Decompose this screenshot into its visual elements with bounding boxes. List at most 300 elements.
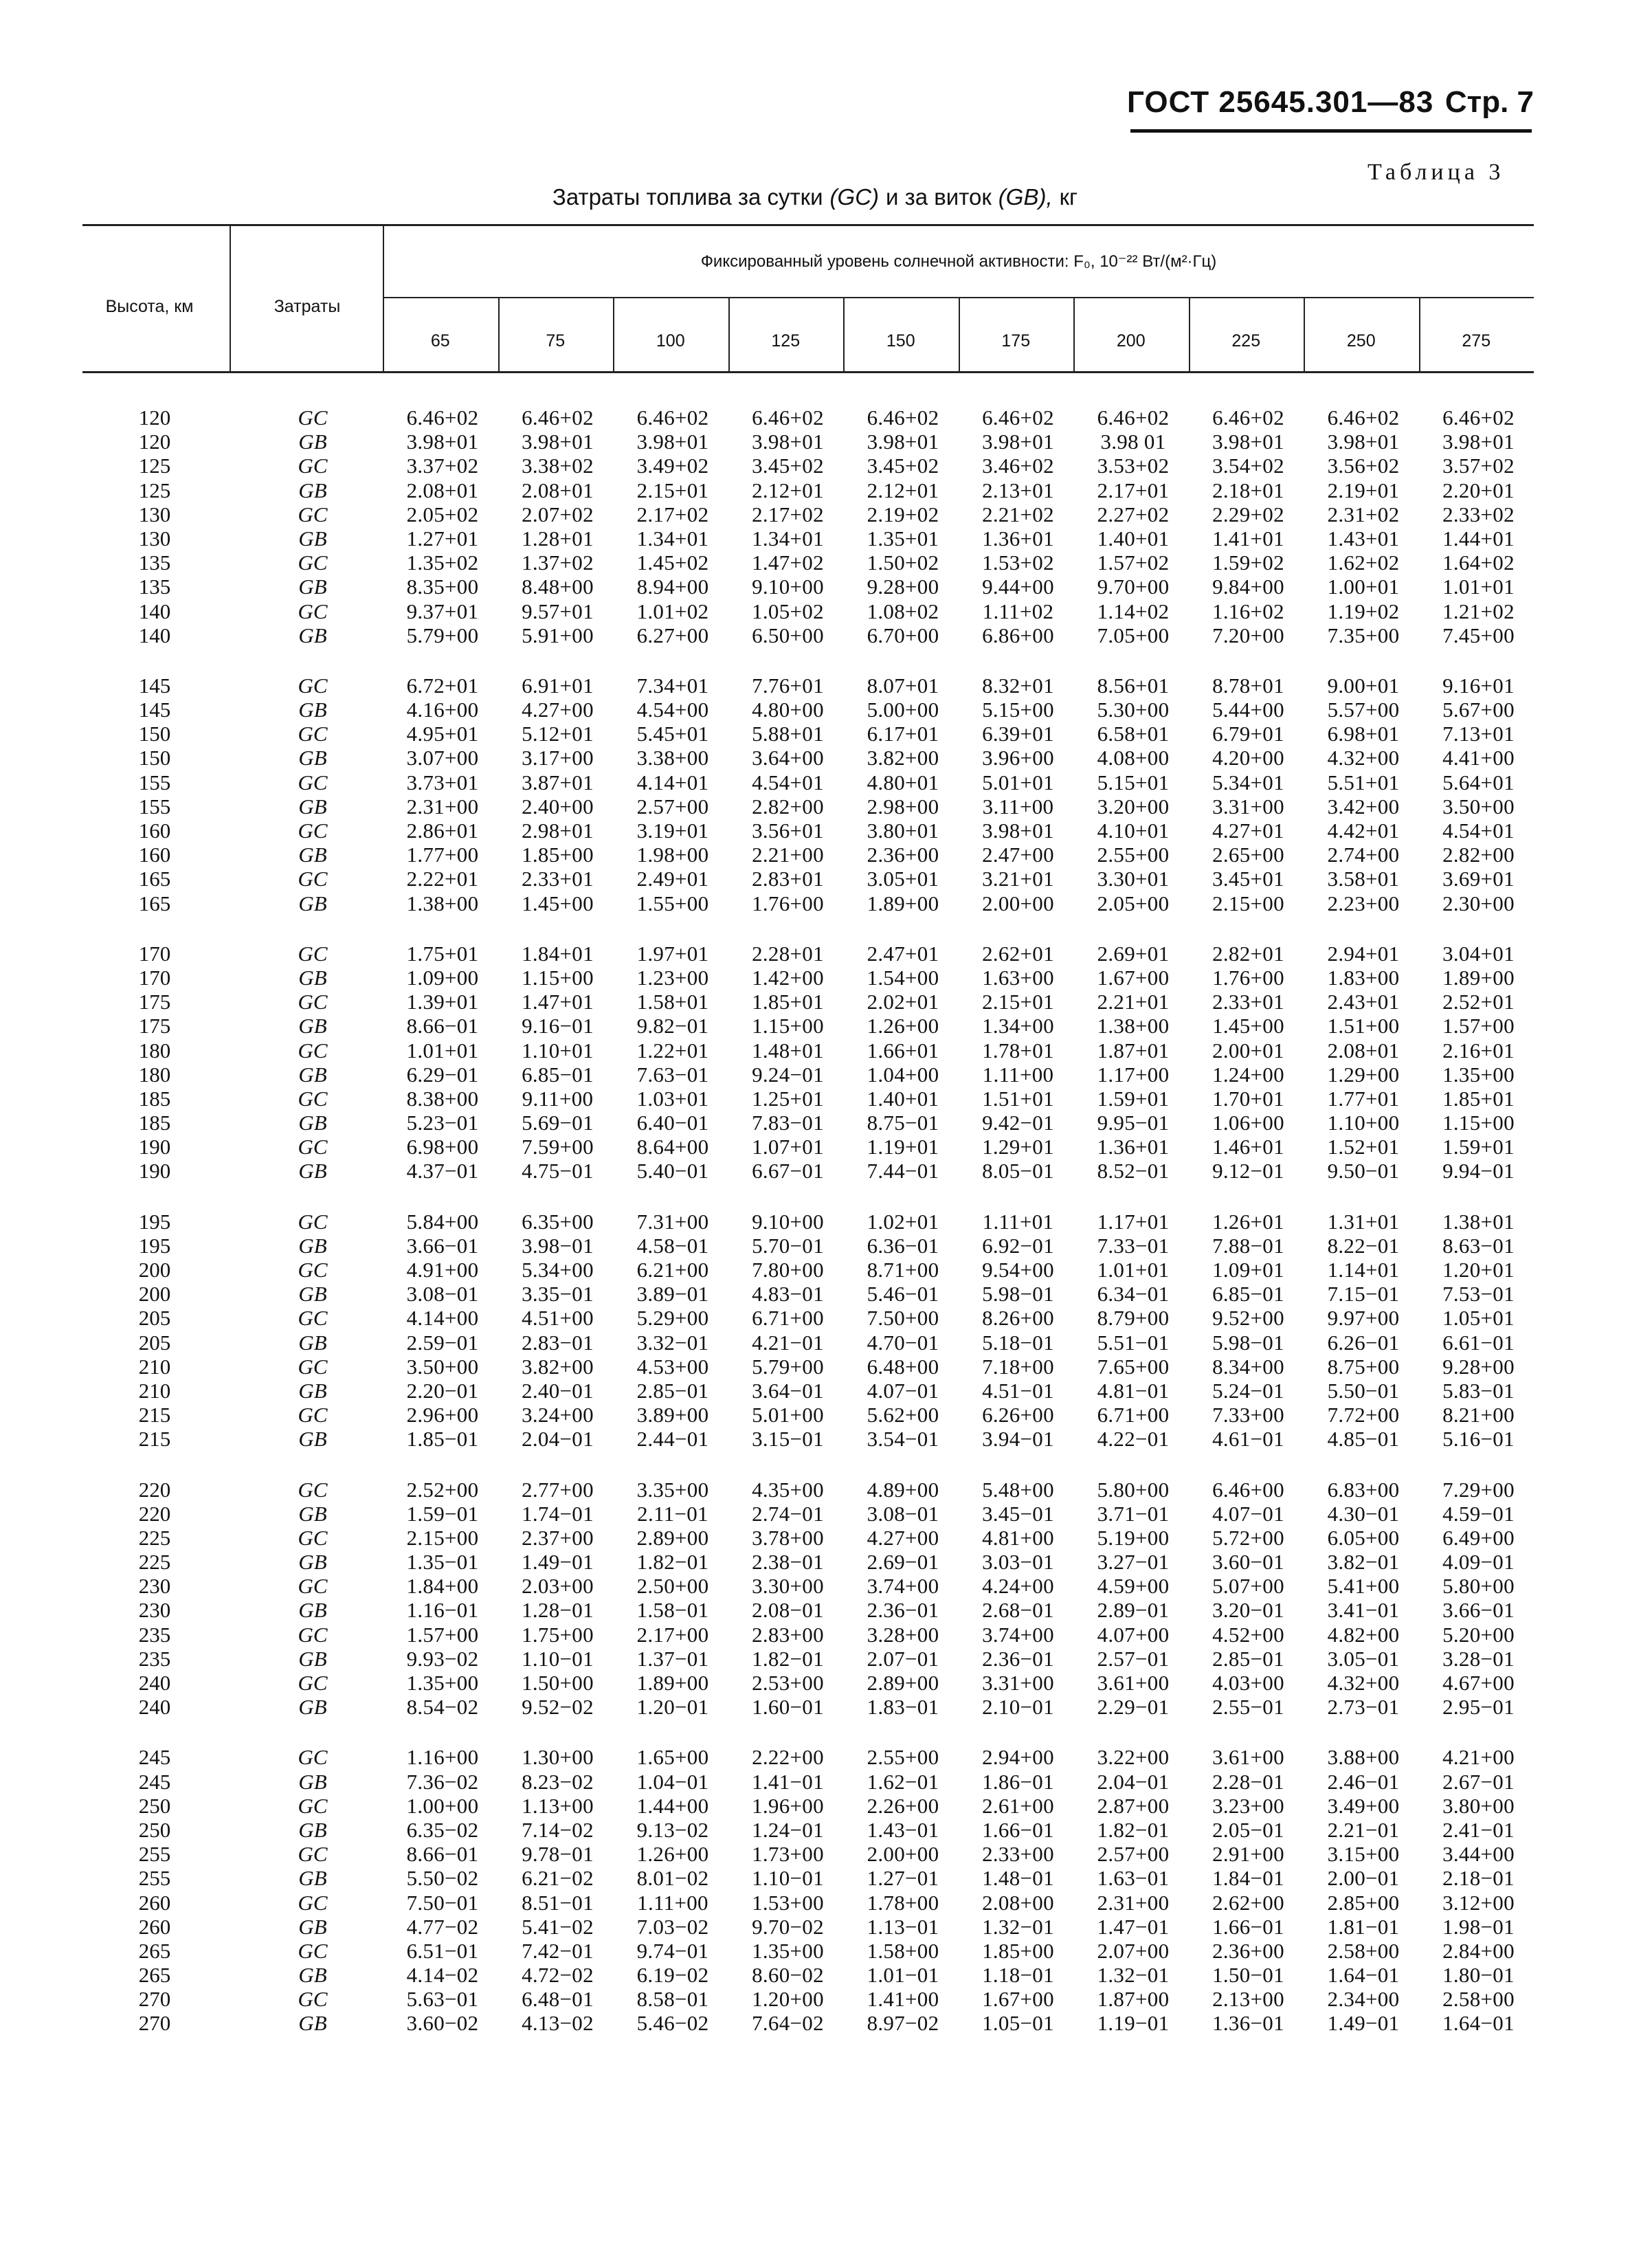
value-cell: 4.07−01 — [867, 1378, 939, 1403]
value-cell: 2.96+00 — [406, 1403, 479, 1427]
value-cell: 5.45+01 — [636, 722, 709, 746]
value-cell: 9.37+01 — [406, 599, 479, 623]
table-row — [0, 1403, 1630, 1427]
value-cell: 7.35+00 — [1327, 623, 1400, 647]
value-cell: 4.07+00 — [1097, 1622, 1170, 1647]
value-cell: 2.58+00 — [1327, 1938, 1400, 1963]
value-cell: 2.15+01 — [982, 990, 1054, 1014]
value-cell: 2.74−01 — [752, 1501, 824, 1526]
value-cell: 3.80+00 — [1442, 1793, 1515, 1818]
value-cell: 6.35−02 — [406, 1817, 479, 1842]
value-cell: 5.07+00 — [1212, 1574, 1284, 1599]
value-cell: 1.57+02 — [1097, 551, 1170, 575]
value-cell: 2.22+01 — [406, 867, 479, 891]
value-cell: 1.58+01 — [636, 990, 709, 1014]
value-cell: 1.87+01 — [1097, 1038, 1170, 1063]
value-cell: 1.01+01 — [1097, 1258, 1170, 1282]
value-cell: 3.31+00 — [982, 1671, 1054, 1695]
value-cell: 2.57+00 — [636, 794, 709, 819]
title-unit: кг — [1059, 184, 1078, 210]
cost-type-cell: GC — [298, 1793, 328, 1818]
value-cell: 1.15+00 — [1442, 1111, 1515, 1135]
cost-type-cell: GB — [298, 891, 327, 915]
value-cell: 2.07−01 — [867, 1646, 939, 1671]
value-cell: 2.27+02 — [1097, 502, 1170, 526]
value-cell: 2.85−01 — [1212, 1646, 1284, 1671]
value-cell: 6.91+01 — [522, 673, 594, 698]
cost-type-cell: GC — [298, 770, 328, 794]
value-cell: 3.53+02 — [1097, 454, 1170, 478]
value-cell: 6.71+00 — [1097, 1403, 1170, 1427]
value-cell: 9.52−02 — [522, 1695, 594, 1720]
value-cell: 1.45+02 — [636, 551, 709, 575]
value-cell: 1.32−01 — [982, 1914, 1054, 1939]
value-cell: 9.50−01 — [1327, 1159, 1400, 1183]
value-cell: 8.34+00 — [1212, 1354, 1284, 1379]
value-cell: 2.29+02 — [1212, 502, 1284, 526]
value-cell: 3.31+00 — [1212, 794, 1284, 819]
value-cell: 2.20+01 — [1442, 478, 1515, 502]
value-cell: 6.36−01 — [867, 1233, 939, 1258]
value-cell: 3.98+01 — [867, 430, 939, 454]
height-cell: 250 — [138, 1817, 171, 1842]
flux-column-divider — [1419, 298, 1420, 371]
value-cell: 3.98+01 — [752, 430, 824, 454]
table-row — [0, 990, 1630, 1014]
value-cell: 1.66−01 — [1212, 1914, 1284, 1939]
value-cell: 1.44+01 — [1442, 526, 1515, 551]
cost-type-cell: GC — [298, 1890, 328, 1915]
value-cell: 6.79+01 — [1212, 722, 1284, 746]
value-cell: 1.64−01 — [1327, 1963, 1400, 1988]
value-cell: 3.64−01 — [752, 1378, 824, 1403]
table-row — [0, 2011, 1630, 2035]
table-row — [0, 1063, 1630, 1087]
height-cell: 185 — [138, 1111, 171, 1135]
value-cell: 3.45+02 — [867, 454, 939, 478]
value-cell: 8.75−01 — [867, 1111, 939, 1135]
value-cell: 2.84+00 — [1442, 1938, 1515, 1963]
height-cell: 210 — [138, 1378, 171, 1403]
flux-column-divider — [1073, 298, 1075, 371]
value-cell: 2.13+00 — [1212, 1987, 1284, 2012]
value-cell: 1.85+01 — [752, 990, 824, 1014]
value-cell: 9.13−02 — [636, 1817, 709, 1842]
cost-type-cell: GC — [298, 1574, 328, 1599]
value-cell: 2.61+00 — [982, 1793, 1054, 1818]
value-cell: 1.85−01 — [406, 1427, 479, 1452]
value-cell: 4.54+01 — [752, 770, 824, 794]
cost-type-cell: GB — [298, 965, 327, 990]
value-cell: 4.30−01 — [1327, 1501, 1400, 1526]
value-cell: 1.19+02 — [1327, 599, 1400, 623]
height-cell: 165 — [138, 867, 171, 891]
height-cell: 140 — [138, 623, 171, 647]
table-row — [0, 478, 1630, 502]
cost-type-cell: GC — [298, 405, 328, 430]
value-cell: 2.53+00 — [752, 1671, 824, 1695]
value-cell: 4.03+00 — [1212, 1671, 1284, 1695]
value-cell: 5.50−01 — [1327, 1378, 1400, 1403]
value-cell: 3.15−01 — [752, 1427, 824, 1452]
value-cell: 4.75−01 — [522, 1159, 594, 1183]
height-cell: 255 — [138, 1842, 171, 1867]
value-cell: 7.59+00 — [522, 1135, 594, 1159]
height-cell: 265 — [138, 1963, 171, 1988]
table-row — [0, 1258, 1630, 1282]
value-cell: 3.61+00 — [1097, 1671, 1170, 1695]
cost-type-cell: GC — [298, 1525, 328, 1550]
table-row — [0, 526, 1630, 551]
value-cell: 8.66−01 — [406, 1014, 479, 1038]
value-cell: 3.98+01 — [1212, 430, 1284, 454]
table-row — [0, 1087, 1630, 1111]
cost-type-cell: GB — [298, 1111, 327, 1135]
value-cell: 3.28−01 — [1442, 1646, 1515, 1671]
value-cell: 6.71+00 — [752, 1306, 824, 1331]
value-cell: 4.77−02 — [406, 1914, 479, 1939]
value-cell: 3.66−01 — [406, 1233, 479, 1258]
value-cell: 9.10+00 — [752, 1209, 824, 1234]
value-cell: 9.00+01 — [1327, 673, 1400, 698]
table-row — [0, 1866, 1630, 1890]
value-cell: 1.66+01 — [867, 1038, 939, 1063]
value-cell: 6.72+01 — [406, 673, 479, 698]
value-cell: 7.53−01 — [1442, 1282, 1515, 1307]
value-cell: 1.24−01 — [752, 1817, 824, 1842]
value-cell: 3.03−01 — [982, 1550, 1054, 1575]
value-cell: 7.65+00 — [1097, 1354, 1170, 1379]
table-title — [0, 184, 1630, 210]
cost-type-cell: GC — [298, 1306, 328, 1331]
value-cell: 3.60−02 — [406, 2011, 479, 2036]
value-cell: 9.44+00 — [982, 575, 1054, 599]
value-cell: 2.08+01 — [406, 478, 479, 502]
value-cell: 2.21+00 — [752, 843, 824, 867]
value-cell: 3.61+00 — [1212, 1745, 1284, 1770]
value-cell: 1.53+02 — [982, 551, 1054, 575]
value-cell: 1.59+01 — [1097, 1086, 1170, 1111]
cost-type-cell: GC — [298, 722, 328, 746]
value-cell: 2.69−01 — [867, 1550, 939, 1575]
value-cell: 5.70−01 — [752, 1233, 824, 1258]
value-cell: 1.01−01 — [867, 1963, 939, 1988]
cost-type-cell: GC — [298, 990, 328, 1014]
value-cell: 1.10+01 — [522, 1038, 594, 1063]
height-cell: 220 — [138, 1501, 171, 1526]
value-cell: 3.21+01 — [982, 867, 1054, 891]
value-cell: 2.65+00 — [1212, 843, 1284, 867]
height-cell: 270 — [138, 1987, 171, 2012]
value-cell: 1.19+01 — [867, 1135, 939, 1159]
value-cell: 6.46+02 — [867, 405, 939, 430]
value-cell: 4.70−01 — [867, 1330, 939, 1355]
value-cell: 1.28+01 — [522, 526, 594, 551]
value-cell: 1.11+00 — [982, 1062, 1054, 1087]
value-cell: 3.50+00 — [406, 1354, 479, 1379]
value-cell: 7.50−01 — [406, 1890, 479, 1915]
cost-type-cell: GB — [298, 1427, 327, 1452]
height-cell: 250 — [138, 1793, 171, 1818]
value-cell: 7.18+00 — [982, 1354, 1054, 1379]
value-cell: 2.87+00 — [1097, 1793, 1170, 1818]
value-cell: 1.31+01 — [1327, 1209, 1400, 1234]
value-cell: 1.16+02 — [1212, 599, 1284, 623]
value-cell: 1.84−01 — [1212, 1866, 1284, 1891]
value-cell: 6.49+00 — [1442, 1525, 1515, 1550]
value-cell: 9.52+00 — [1212, 1306, 1284, 1331]
value-cell: 5.83−01 — [1442, 1378, 1515, 1403]
value-cell: 1.22+01 — [636, 1038, 709, 1063]
height-cell: 170 — [138, 965, 171, 990]
value-cell: 3.98−01 — [522, 1233, 594, 1258]
value-cell: 1.89+00 — [867, 891, 939, 915]
table-row — [0, 1159, 1630, 1183]
flux-column-divider — [498, 298, 500, 371]
value-cell: 8.05−01 — [982, 1159, 1054, 1183]
value-cell: 6.98+00 — [406, 1135, 479, 1159]
value-cell: 1.16+00 — [406, 1745, 479, 1770]
height-cell: 185 — [138, 1086, 171, 1111]
value-cell: 9.54+00 — [982, 1258, 1054, 1282]
value-cell: 4.42+01 — [1327, 819, 1400, 843]
value-cell: 2.21+02 — [982, 502, 1054, 526]
value-cell: 8.38+00 — [406, 1086, 479, 1111]
cost-type-cell: GC — [298, 1086, 328, 1111]
value-cell: 1.10−01 — [752, 1866, 824, 1891]
value-cell: 5.44+00 — [1212, 698, 1284, 722]
value-cell: 1.63+00 — [982, 965, 1054, 990]
value-cell: 1.67+00 — [982, 1987, 1054, 2012]
cost-type-cell: GC — [298, 1745, 328, 1770]
value-cell: 6.46+02 — [752, 405, 824, 430]
value-cell: 2.21+01 — [1097, 990, 1170, 1014]
value-cell: 1.84+00 — [406, 1574, 479, 1599]
value-cell: 2.40+00 — [522, 794, 594, 819]
value-cell: 3.17+00 — [522, 746, 594, 770]
value-cell: 5.29+00 — [636, 1306, 709, 1331]
value-cell: 9.16+01 — [1442, 673, 1515, 698]
value-cell: 5.91+00 — [522, 623, 594, 647]
value-cell: 6.46+02 — [1097, 405, 1170, 430]
value-cell: 2.29−01 — [1097, 1695, 1170, 1720]
value-cell: 4.32+00 — [1327, 1671, 1400, 1695]
value-cell: 6.61−01 — [1442, 1330, 1515, 1355]
value-cell: 3.54+02 — [1212, 454, 1284, 478]
value-cell: 4.21−01 — [752, 1330, 824, 1355]
value-cell: 5.98−01 — [982, 1282, 1054, 1307]
value-cell: 1.42+00 — [752, 965, 824, 990]
table-row — [0, 1502, 1630, 1526]
value-cell: 1.15+00 — [522, 965, 594, 990]
value-cell: 1.78+01 — [982, 1038, 1054, 1063]
value-cell: 3.89+00 — [636, 1403, 709, 1427]
table-row — [0, 1111, 1630, 1135]
value-cell: 1.35+00 — [406, 1671, 479, 1695]
value-cell: 2.83+01 — [752, 867, 824, 891]
value-cell: 2.67−01 — [1442, 1769, 1515, 1794]
value-cell: 1.05+01 — [1442, 1306, 1515, 1331]
value-cell: 3.04+01 — [1442, 941, 1515, 966]
table-row — [0, 746, 1630, 770]
value-cell: 4.32+00 — [1327, 746, 1400, 770]
value-cell: 7.80+00 — [752, 1258, 824, 1282]
cost-type-cell: GC — [298, 941, 328, 966]
height-cell: 145 — [138, 698, 171, 722]
height-cell: 175 — [138, 1014, 171, 1038]
value-cell: 3.58+01 — [1327, 867, 1400, 891]
height-cell: 145 — [138, 673, 171, 698]
value-cell: 5.46−02 — [636, 2011, 709, 2036]
table-row — [0, 1574, 1630, 1598]
value-cell: 2.89+00 — [867, 1671, 939, 1695]
value-cell: 7.64−02 — [752, 2011, 824, 2036]
value-cell: 1.10−01 — [522, 1646, 594, 1671]
value-cell: 1.27+01 — [406, 526, 479, 551]
value-cell: 2.59−01 — [406, 1330, 479, 1355]
height-cell: 180 — [138, 1062, 171, 1087]
row-group — [0, 1210, 1630, 1452]
value-cell: 2.08+00 — [982, 1890, 1054, 1915]
value-cell: 4.10+01 — [1097, 819, 1170, 843]
value-cell: 6.40−01 — [636, 1111, 709, 1135]
value-cell: 3.23+00 — [1212, 1793, 1284, 1818]
value-cell: 4.09−01 — [1442, 1550, 1515, 1575]
value-cell: 3.82+00 — [867, 746, 939, 770]
value-cell: 9.70+00 — [1097, 575, 1170, 599]
value-cell: 1.50+00 — [522, 1671, 594, 1695]
value-cell: 2.38−01 — [752, 1550, 824, 1575]
height-cell: 120 — [138, 430, 171, 454]
value-cell: 1.98+00 — [636, 843, 709, 867]
value-cell: 3.30+00 — [752, 1574, 824, 1599]
value-cell: 1.38+00 — [406, 891, 479, 915]
value-cell: 3.98+01 — [982, 430, 1054, 454]
value-cell: 7.72+00 — [1327, 1403, 1400, 1427]
value-cell: 2.82+00 — [752, 794, 824, 819]
height-cell: 160 — [138, 843, 171, 867]
height-cell: 205 — [138, 1330, 171, 1355]
value-cell: 9.12−01 — [1212, 1159, 1284, 1183]
height-cell: 200 — [138, 1258, 171, 1282]
value-cell: 3.88+00 — [1327, 1745, 1400, 1770]
value-cell: 2.00+01 — [1212, 1038, 1284, 1063]
value-cell: 4.67+00 — [1442, 1671, 1515, 1695]
value-cell: 6.17+01 — [867, 722, 939, 746]
value-cell: 1.66−01 — [982, 1817, 1054, 1842]
value-cell: 1.34+01 — [636, 526, 709, 551]
value-cell: 2.31+02 — [1327, 502, 1400, 526]
value-cell: 9.74−01 — [636, 1938, 709, 1963]
value-cell: 1.53+00 — [752, 1890, 824, 1915]
value-cell: 7.33+00 — [1212, 1403, 1284, 1427]
value-cell: 8.07+01 — [867, 673, 939, 698]
cost-type-cell: GB — [298, 1695, 327, 1720]
value-cell: 9.28+00 — [1442, 1354, 1515, 1379]
value-cell: 4.54+00 — [636, 698, 709, 722]
value-cell: 8.64+00 — [636, 1135, 709, 1159]
value-cell: 7.33−01 — [1097, 1233, 1170, 1258]
height-cell: 135 — [138, 551, 171, 575]
value-cell: 1.34+00 — [982, 1014, 1054, 1038]
value-cell: 5.00+00 — [867, 698, 939, 722]
value-cell: 3.44+00 — [1442, 1842, 1515, 1867]
value-cell: 1.26+01 — [1212, 1209, 1284, 1234]
table-row — [0, 551, 1630, 575]
value-cell: 5.24−01 — [1212, 1378, 1284, 1403]
value-cell: 2.08+01 — [1327, 1038, 1400, 1063]
flux-column-divider — [959, 298, 960, 371]
value-cell: 1.02+01 — [867, 1209, 939, 1234]
cost-type-cell: GB — [298, 746, 327, 770]
value-cell: 2.26+00 — [867, 1793, 939, 1818]
height-cell: 240 — [138, 1695, 171, 1720]
value-cell: 1.64−01 — [1442, 2011, 1515, 2036]
value-cell: 7.15−01 — [1327, 1282, 1400, 1307]
table-row — [0, 1038, 1630, 1063]
value-cell: 5.34+00 — [522, 1258, 594, 1282]
value-cell: 5.46−01 — [867, 1282, 939, 1307]
height-cell: 260 — [138, 1914, 171, 1939]
value-cell: 2.37+00 — [522, 1525, 594, 1550]
value-cell: 3.56+02 — [1327, 454, 1400, 478]
value-cell: 4.80+00 — [752, 698, 824, 722]
value-cell: 2.36+00 — [867, 843, 939, 867]
value-cell: 4.08+00 — [1097, 746, 1170, 770]
value-cell: 4.91+00 — [406, 1258, 479, 1282]
value-cell: 5.84+00 — [406, 1209, 479, 1234]
value-cell: 1.85+00 — [982, 1938, 1054, 1963]
value-cell: 1.78+00 — [867, 1890, 939, 1915]
value-cell: 2.89+00 — [636, 1525, 709, 1550]
value-cell: 8.75+00 — [1327, 1354, 1400, 1379]
title-text: Затраты топлива за сутки — [552, 184, 823, 210]
cost-type-cell: GB — [298, 1282, 327, 1307]
value-cell: 6.21−02 — [522, 1866, 594, 1891]
value-cell: 2.47+01 — [867, 941, 939, 966]
value-cell: 1.09+00 — [406, 965, 479, 990]
value-cell: 3.74+00 — [982, 1622, 1054, 1647]
value-cell: 6.46+00 — [1212, 1477, 1284, 1502]
value-cell: 1.29+00 — [1327, 1062, 1400, 1087]
value-cell: 3.32−01 — [636, 1330, 709, 1355]
value-cell: 8.26+00 — [982, 1306, 1054, 1331]
height-cell: 215 — [138, 1403, 171, 1427]
standard-code: ГОСТ 25645.301—83 — [1127, 85, 1434, 119]
value-cell: 7.20+00 — [1212, 623, 1284, 647]
value-cell: 4.07−01 — [1212, 1501, 1284, 1526]
value-cell: 2.15+00 — [1212, 891, 1284, 915]
cost-type-cell: GC — [298, 551, 328, 575]
value-cell: 9.94−01 — [1442, 1159, 1515, 1183]
value-cell: 6.48+00 — [867, 1354, 939, 1379]
table-row — [0, 1891, 1630, 1915]
value-cell: 4.81+00 — [982, 1525, 1054, 1550]
value-cell: 3.98+01 — [1327, 430, 1400, 454]
value-cell: 1.05+02 — [752, 599, 824, 623]
value-cell: 1.01+01 — [406, 1038, 479, 1063]
value-cell: 5.20+00 — [1442, 1622, 1515, 1647]
value-cell: 8.94+00 — [636, 575, 709, 599]
value-cell: 2.43+01 — [1327, 990, 1400, 1014]
value-cell: 3.98+01 — [982, 819, 1054, 843]
value-cell: 2.68−01 — [982, 1598, 1054, 1623]
value-cell: 1.70+01 — [1212, 1086, 1284, 1111]
height-cell: 215 — [138, 1427, 171, 1452]
value-cell: 9.28+00 — [867, 575, 939, 599]
value-cell: 2.55−01 — [1212, 1695, 1284, 1720]
value-cell: 8.23−02 — [522, 1769, 594, 1794]
